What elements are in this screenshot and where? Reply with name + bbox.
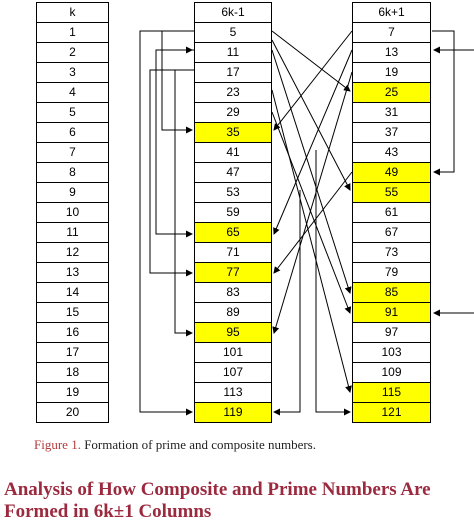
k-cell: 6 <box>37 123 109 143</box>
six-k-minus-one-cell: 17 <box>195 63 272 83</box>
cross-7-to-35 <box>274 31 352 130</box>
k-cell: 9 <box>37 183 109 203</box>
arrow-5-to-119 <box>140 31 192 412</box>
arrow-17-to-95 <box>175 70 192 333</box>
six-k-plus-one-cell: 61 <box>353 203 431 223</box>
caption-label: Figure 1. <box>34 437 81 452</box>
six-k-minus-one-cell: 77 <box>195 263 272 283</box>
six-k-plus-one-cell: 7 <box>353 23 431 43</box>
section-heading: Analysis of How Composite and Prime Numbers Are <box>4 479 431 500</box>
six-k-minus-one-cell: 41 <box>195 143 272 163</box>
six-k-minus-one-cell: 101 <box>195 343 272 363</box>
k-cell: 15 <box>37 303 109 323</box>
k-cell: 19 <box>37 383 109 403</box>
six-k-minus-one-cell: 59 <box>195 203 272 223</box>
k-cell: 5 <box>37 103 109 123</box>
cross-49-to-77 <box>274 172 352 273</box>
six-k-plus-one-cell: 49 <box>353 163 431 183</box>
k-cell-header: k <box>37 3 109 23</box>
six-k-plus-one-cell: 13 <box>353 43 431 63</box>
k-cell: 1 <box>37 23 109 43</box>
figure-caption <box>34 437 316 453</box>
six-k-minus-one-cell: 35 <box>195 123 272 143</box>
cross-5-to-55 <box>272 40 350 190</box>
six-k-plus-one-cell: 43 <box>353 143 431 163</box>
six-k-minus-one-cell: 11 <box>195 43 272 63</box>
k-cell: 8 <box>37 163 109 183</box>
k-cell: 14 <box>37 283 109 303</box>
six-k-minus-one-cell: 113 <box>195 383 272 403</box>
cross-11-to-85 <box>272 50 350 293</box>
six-k-plus-one-cell: 97 <box>353 323 431 343</box>
k-cell: 17 <box>37 343 109 363</box>
six-k-minus-one-cell: 71 <box>195 243 272 263</box>
k-cell: 10 <box>37 203 109 223</box>
six-k-minus-one-cell: 119 <box>195 403 272 423</box>
cross-23-to-115 <box>272 90 350 392</box>
six-k-plus-one-cell: 79 <box>353 263 431 283</box>
six-k-minus-one-cell: 95 <box>195 323 272 343</box>
six-k-plus-one-cell: 25 <box>353 83 431 103</box>
k-cell: 16 <box>37 323 109 343</box>
k-cell: 13 <box>37 263 109 283</box>
six-k-plus-one-cell: 73 <box>353 243 431 263</box>
caption-text: Formation of prime and composite numbers. <box>80 437 316 452</box>
six-k-minus-one-cell: 83 <box>195 283 272 303</box>
six-k-plus-one-cell: 19 <box>353 63 431 83</box>
six-k-plus-one-cell: 103 <box>353 343 431 363</box>
six-k-minus-one-cell-header: 6k-1 <box>195 3 272 23</box>
six-k-minus-one-cell: 29 <box>195 103 272 123</box>
six-k-minus-one-cell: 65 <box>195 223 272 243</box>
k-cell: 4 <box>37 83 109 103</box>
six-k-plus-one-cell-header: 6k+1 <box>353 3 431 23</box>
k-cell: 11 <box>37 223 109 243</box>
arrow-to-119 <box>274 190 300 412</box>
arrow-5-to-35 <box>162 31 194 130</box>
arrow-7-to-49 <box>432 31 454 172</box>
six-k-minus-one-cell: 23 <box>195 83 272 103</box>
six-k-minus-one-cell: 5 <box>195 23 272 43</box>
k-cell: 3 <box>37 63 109 83</box>
six-k-plus-one-cell: 55 <box>353 183 431 203</box>
k-cell: 2 <box>37 43 109 63</box>
six-k-minus-one-cell: 89 <box>195 303 272 323</box>
six-k-plus-one-cell: 85 <box>353 283 431 303</box>
k-cell: 7 <box>37 143 109 163</box>
section-heading-continued: Formed in 6k±1 Columns <box>4 501 212 522</box>
k-cell: 12 <box>37 243 109 263</box>
six-k-plus-one-cell: 121 <box>353 403 431 423</box>
six-k-minus-one-cell: 47 <box>195 163 272 183</box>
six-k-minus-one-cell: 107 <box>195 363 272 383</box>
six-k-plus-one-cell: 37 <box>353 123 431 143</box>
cross-29-to-91 <box>272 112 350 313</box>
six-k-plus-one-cell: 31 <box>353 103 431 123</box>
k-cell: 18 <box>37 363 109 383</box>
six-k-minus-one-cell: 53 <box>195 183 272 203</box>
six-k-plus-one-cell: 109 <box>353 363 431 383</box>
six-k-plus-one-cell: 91 <box>353 303 431 323</box>
six-k-plus-one-cell: 115 <box>353 383 431 403</box>
cross-19-to-95 <box>274 72 352 333</box>
k-cell: 20 <box>37 403 109 423</box>
six-k-plus-one-cell: 67 <box>353 223 431 243</box>
arrow-17-to-77 <box>150 70 194 273</box>
